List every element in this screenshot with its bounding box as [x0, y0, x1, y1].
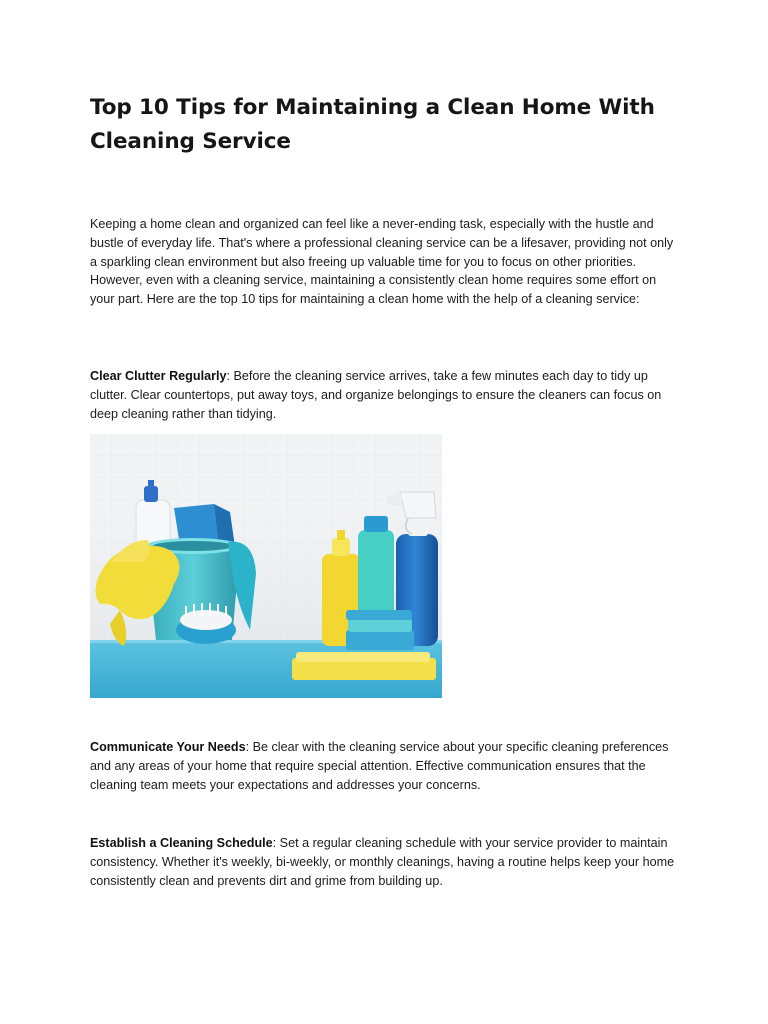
tip-clear-clutter — [90, 367, 682, 423]
tip-communicate-needs — [90, 738, 682, 794]
tip-cleaning-schedule — [90, 834, 682, 890]
tip-body: : Set a regular cleaning schedule with your service provider to maintain consistency. Whether it's weekly, bi-weekly, or monthly cleanings, having a routine helps keep your home consistently clean and prevents dirt and grime from building up. — [90, 836, 675, 888]
cleaning-supplies-photo — [90, 434, 442, 698]
tip-heading: Communicate Your Needs — [90, 740, 246, 754]
intro-paragraph: Keeping a home clean and organized can feel like a never-ending task, especially with the hustle and bustle of everyday life. That's where a professional cleaning service can be a lifesaver, providing not only a sparkling clean environment but also freeing up valuable time for you to focus on other priorities. However, even with a cleaning service, maintaining a consistently clean home requires some effort on your part. Here are the top 10 tips for maintaining a clean home with the help of a cleaning service: — [90, 217, 674, 307]
tip-heading: Establish a Cleaning Schedule — [90, 836, 273, 850]
tip-heading: Clear Clutter Regularly — [90, 369, 227, 383]
tip-body: : Be clear with the cleaning service about your specific cleaning preferences and any areas of your home that require special attention. Effective communication ensures that the cleaning team meets your expectations and addresses your concerns. — [90, 740, 669, 792]
tip-body: : Before the cleaning service arrives, take a few minutes each day to tidy up clutter. Clear countertops, put away toys, and organize belongings to ensure the cleaners can focus on deep cleaning rather than tidying. — [90, 369, 662, 421]
page-title: Top 10 Tips for Maintaining a Clean Home With Cleaning Service — [90, 95, 655, 154]
